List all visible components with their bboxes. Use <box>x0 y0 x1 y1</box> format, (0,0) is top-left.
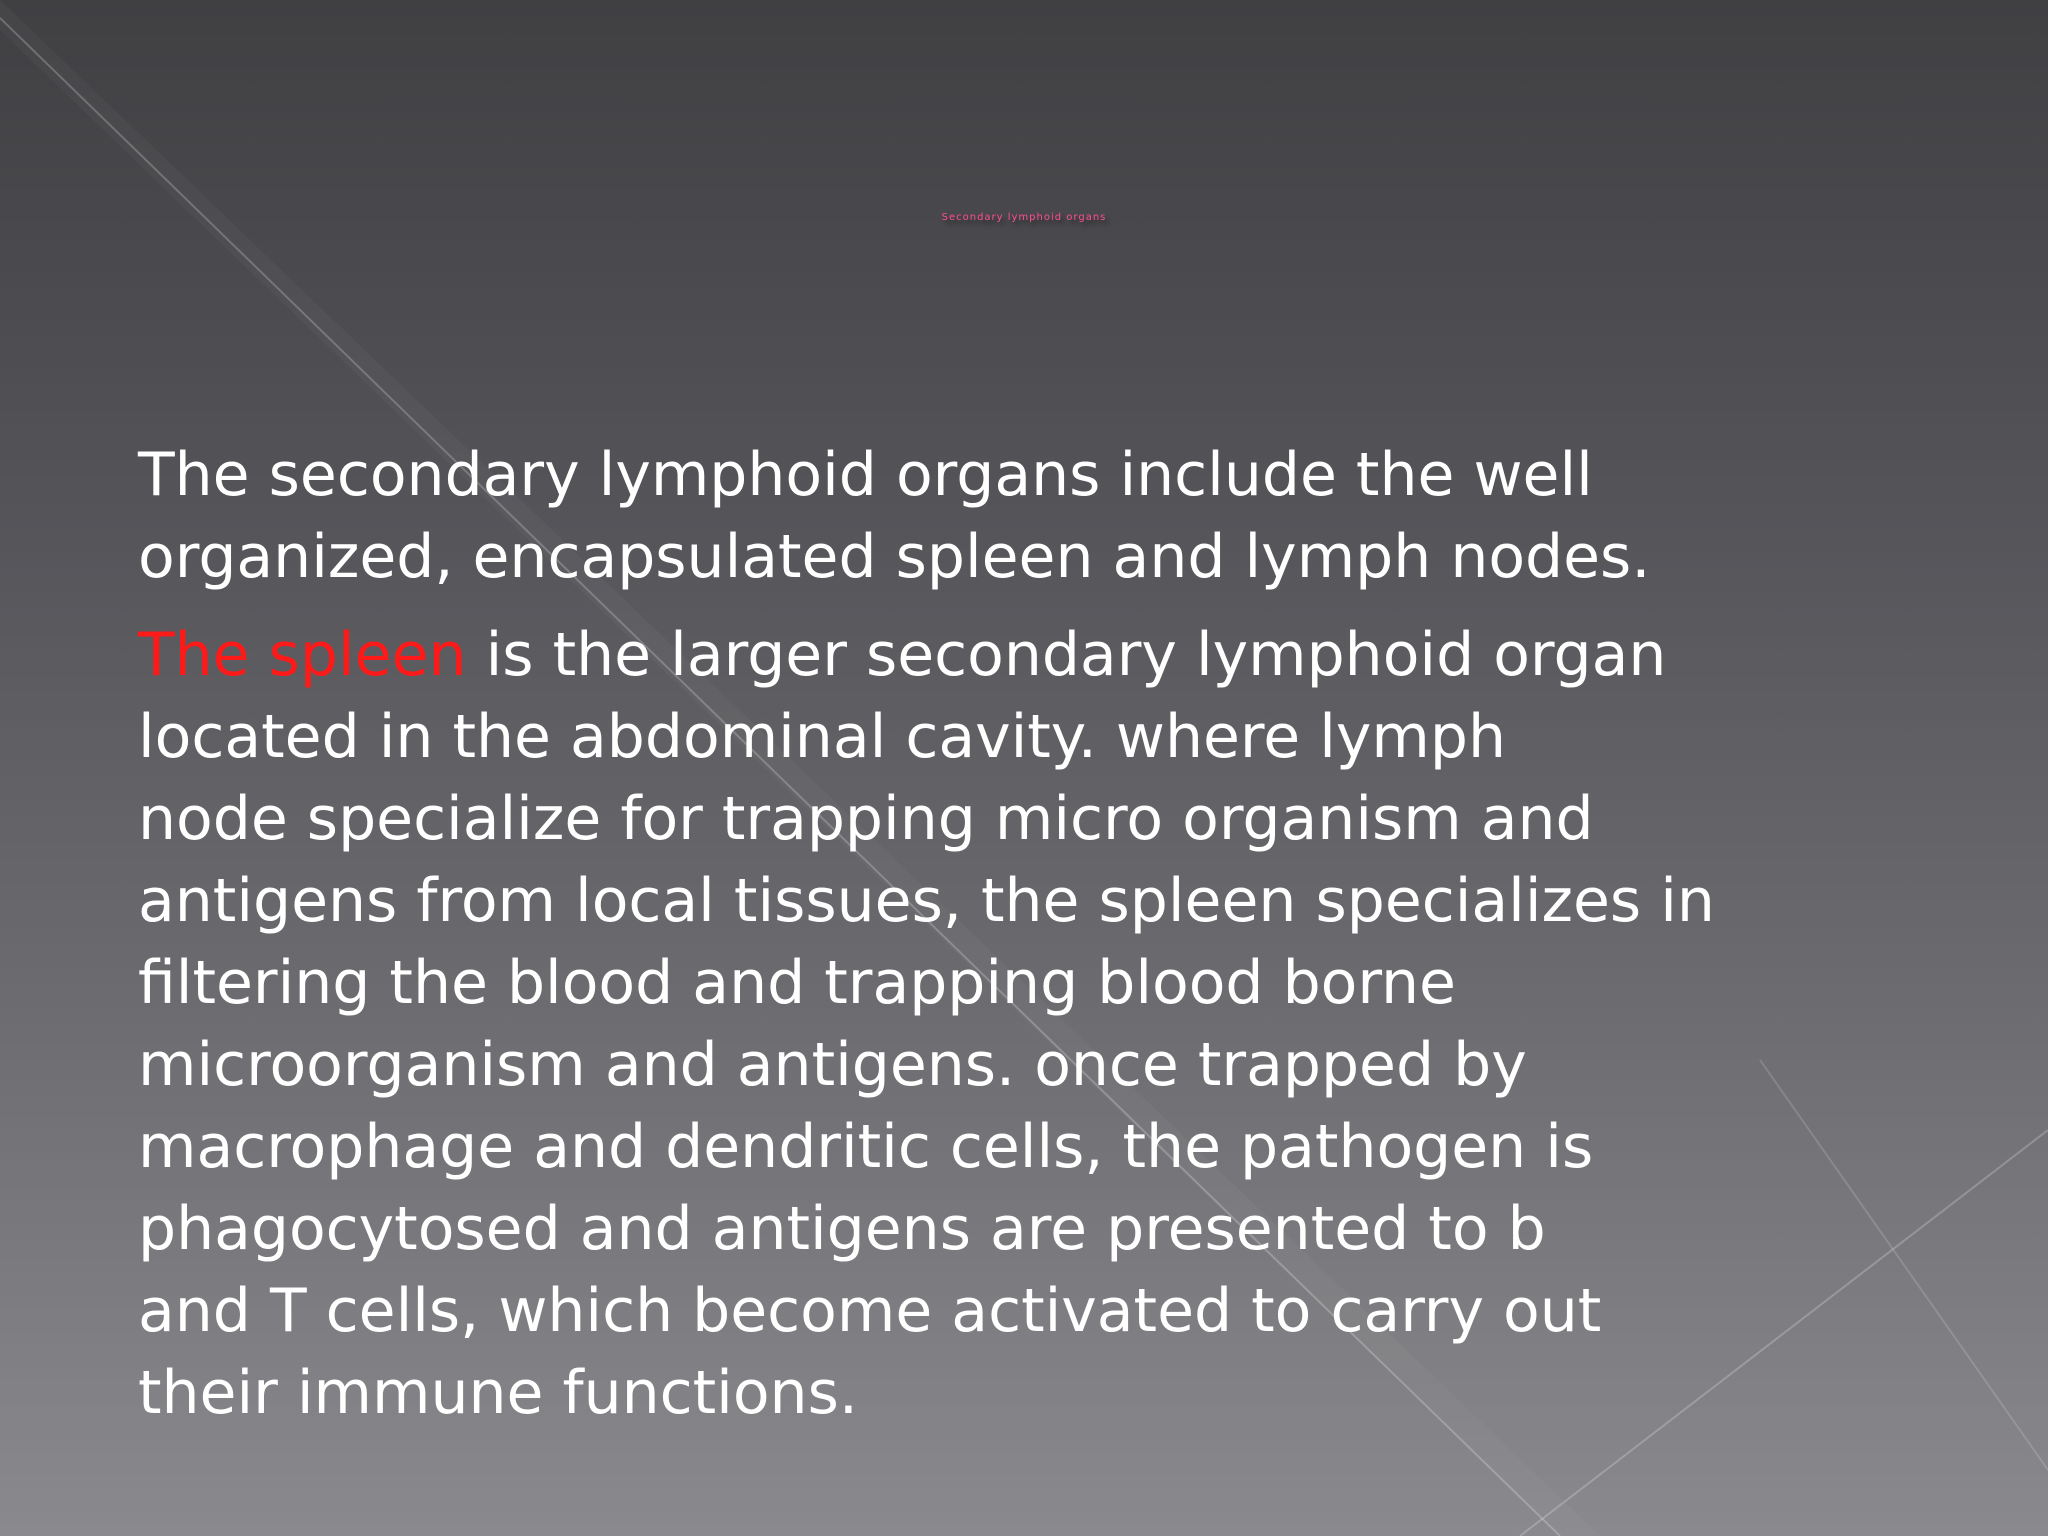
highlighted-term: The spleen <box>138 620 467 690</box>
body-line: macrophage and dendritic cells, the pathogen is <box>138 1112 1594 1182</box>
body-line: antigens from local tissues, the spleen specializes in <box>138 866 1715 936</box>
body-line: microorganism and antigens. once trapped by <box>138 1030 1527 1100</box>
slide-title: Secondary lymphoid organs <box>941 212 1107 223</box>
slide-body <box>138 434 1938 1450</box>
body-line: and T cells, which become activated to carry out <box>138 1276 1602 1346</box>
body-line: organized, encapsulated spleen and lymph nodes. <box>138 522 1651 592</box>
body-line <box>138 614 1938 696</box>
body-line-text: is the larger secondary lymphoid organ <box>466 620 1667 690</box>
body-line: filtering the blood and trapping blood borne <box>138 948 1456 1018</box>
body-line: The secondary lymphoid organs include the well <box>138 440 1593 510</box>
body-line: node specialize for trapping micro organism and <box>138 784 1594 854</box>
body-line: located in the abdominal cavity. where lymph <box>138 702 1506 772</box>
paragraph-spleen <box>138 614 1938 1434</box>
body-line: their immune functions. <box>138 1358 858 1428</box>
paragraph-overview <box>138 434 1938 598</box>
body-line: phagocytosed and antigens are presented to b <box>138 1194 1546 1264</box>
